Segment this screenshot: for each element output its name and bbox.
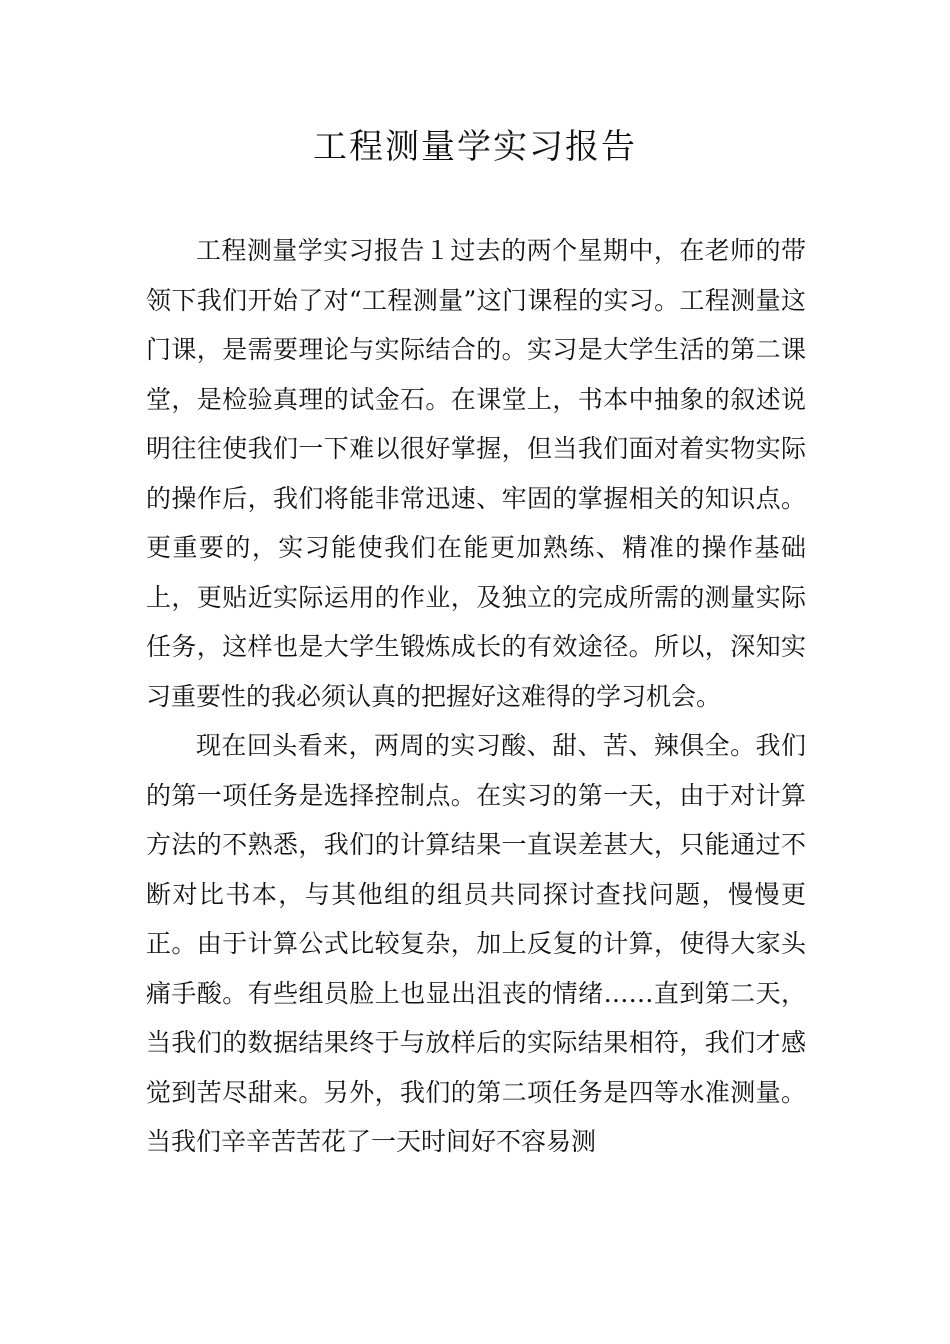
document-body — [146, 226, 806, 1167]
paragraph-1: 工程测量学实习报告１过去的两个星期中，在老师的带领下我们开始了对“工程测量”这门课程的实习。工程测量这门课，是需要理论与实际结合的。实习是大学生活的第二课堂，是检验真理的试金石。在课堂上，书本中抽象的叙述说明往往使我们一下难以很好掌握，但当我们面对着实物实际的操作后，我们将能非常迅速、牢固的掌握相关的知识点。更重要的，实习能使我们在能更加熟练、精准的操作基础上，更贴近实际运用的作业，及独立的完成所需的测量实际任务，这样也是大学生锻炼成长的有效途径。所以，深知实习重要性的我必须认真的把握好这难得的学习机会。 — [146, 236, 806, 711]
document-title: 工程测量学实习报告 — [313, 127, 637, 167]
paragraph-2: 现在回头看来，两周的实习酸、甜、苦、辣俱全。我们的第一项任务是选择控制点。在实习的第一天，由于对计算方法的不熟悉，我们的计算结果一直误差甚大，只能通过不断对比书本，与其他组的组员共同探讨查找问题，慢慢更正。由于计算公式比较复杂，加上反复的计算，使得大家头痛手酸。有些组员脸上也显出沮丧的情绪……直到第二天，当我们的数据结果终于与放样后的实际结果相符，我们才感觉到苦尽甜来。另外，我们的第二项任务是四等水准测量。当我们辛辛苦苦花了一天时间好不容易测 — [146, 731, 806, 1156]
